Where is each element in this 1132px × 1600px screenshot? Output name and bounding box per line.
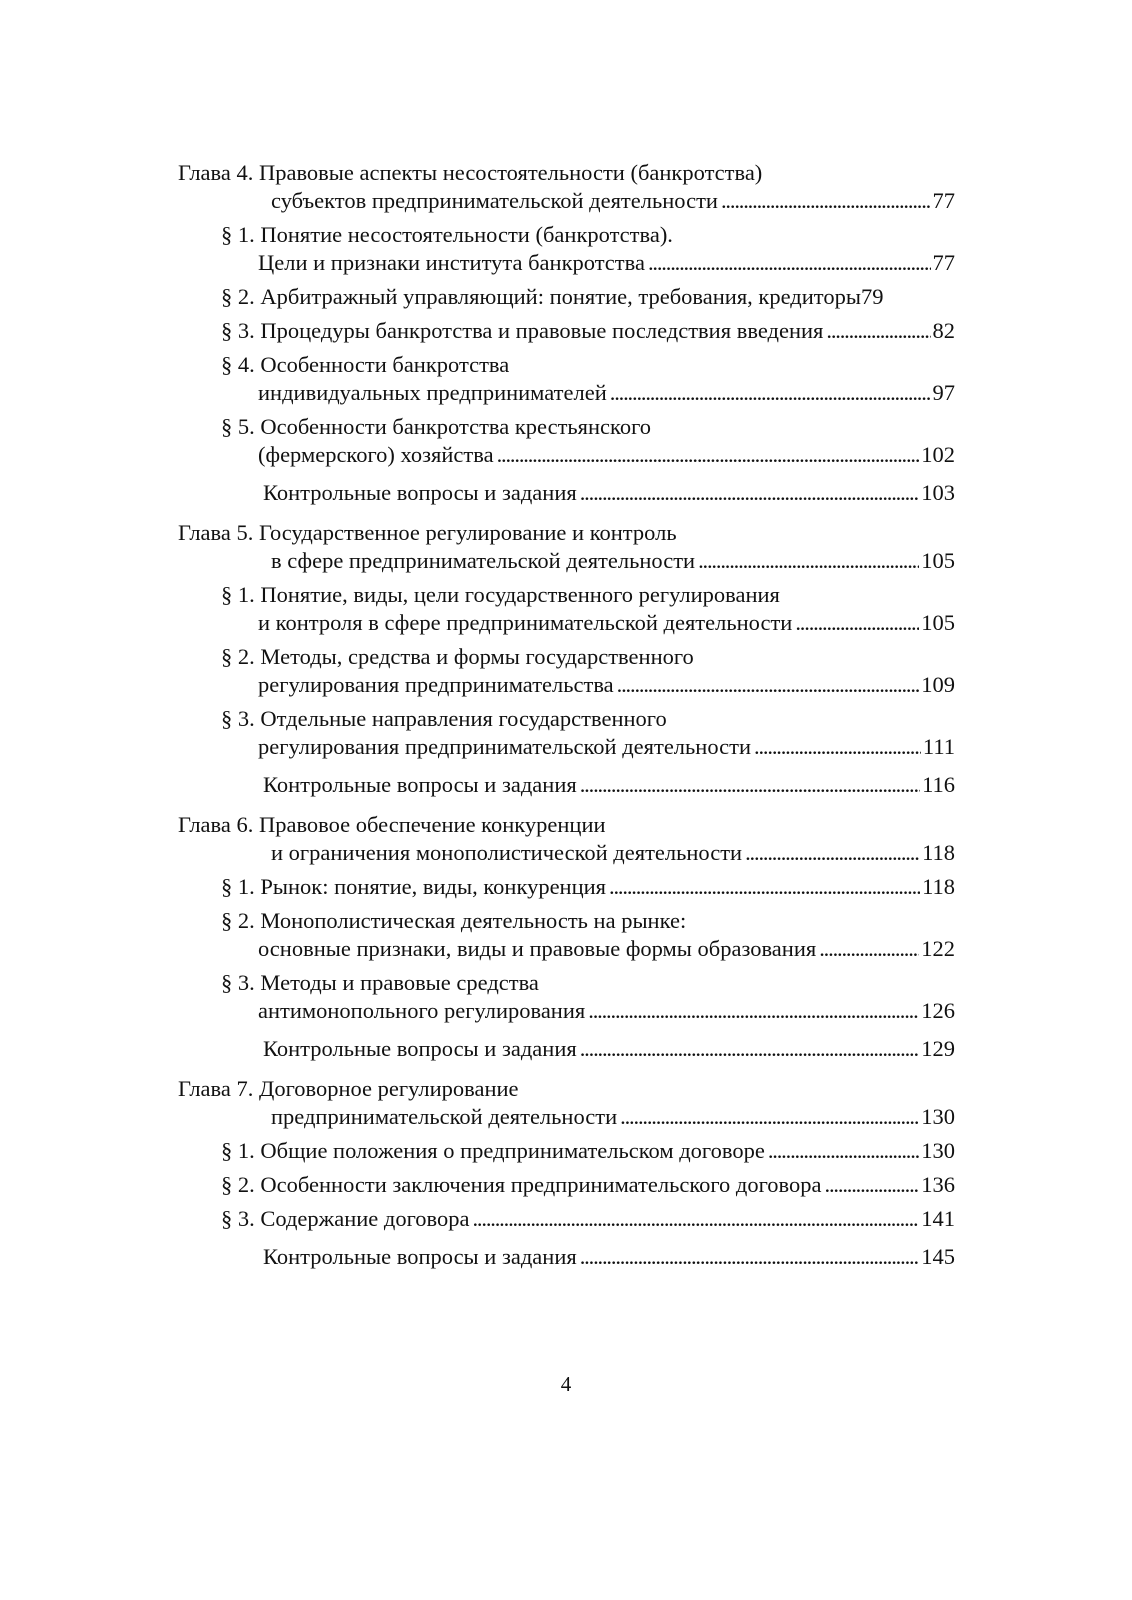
page-ref: 105 [921,610,955,635]
toc-text: Контрольные вопросы и задания [263,1244,577,1269]
toc-text: § 4. Особенности банкротства [221,352,510,377]
table-of-contents [0,159,1132,1271]
section-entry [0,997,955,1025]
questions-entry [0,1035,955,1063]
dot-leader [795,609,919,637]
toc-text: § 2. Особенности заключения предпринимательского договора [221,1172,822,1197]
toc-text: § 1. Понятие, виды, цели государственного регулирования [221,582,780,607]
section-entry [0,379,955,407]
page-ref: 97 [932,380,955,405]
page-ref: 118 [922,840,955,865]
section-entry [0,671,955,699]
page-ref: 77 [932,188,955,213]
dot-leader [620,1103,919,1131]
section-entry [0,249,955,277]
toc-text: § 2. Монополистическая деятельность на рынке: [221,908,687,933]
dot-leader [826,317,930,345]
page-number: 4 [560,1372,572,1396]
toc-text: Глава 5. Государственное регулирование и контроль [178,520,677,545]
page-ref: 105 [921,548,955,573]
page-ref: 130 [921,1138,955,1163]
section-entry [0,351,955,379]
toc-text: § 1. Понятие несостоятельности (банкротства). [221,222,673,247]
dot-leader [825,1171,920,1199]
page-ref: 79 [860,284,884,309]
page-ref: 102 [921,442,955,467]
section-entry [0,441,955,469]
toc-text: индивидуальных предпринимателей [258,380,607,405]
page-ref: 103 [921,480,955,505]
chapter-5-title [0,519,955,547]
toc-text: Контрольные вопросы и задания [263,1036,577,1061]
section-entry [0,873,955,901]
page-ref: 126 [921,998,955,1023]
dot-leader [588,997,919,1025]
chapter-4-entry [0,187,955,215]
toc-text: в сфере предпринимательской деятельности [271,548,696,573]
dot-leader [472,1205,919,1233]
toc-text: антимонопольного регулирования [258,998,586,1023]
toc-text: § 1. Общие положения о предпринимательском договоре [221,1138,765,1163]
dot-leader [580,1243,920,1271]
chapter-6-entry [0,839,955,867]
questions-entry [0,479,955,507]
toc-text: § 3. Процедуры банкротства и правовые последствия введения [221,318,824,343]
toc-text: § 2. Методы, средства и формы государственного [221,644,694,669]
page-ref: 136 [921,1172,955,1197]
section-entry [0,643,955,671]
section-entry [0,283,955,311]
section-entry [0,609,955,637]
dot-leader [497,441,920,469]
section-entry [0,935,955,963]
dot-leader [580,1035,920,1063]
questions-entry [0,771,955,799]
page-ref: 141 [921,1206,955,1231]
questions-entry [0,1243,955,1271]
toc-text: регулирования предпринимательской деятельности [258,734,752,759]
toc-text: Глава 4. Правовые аспекты несостоятельности (банкротства) [178,160,763,185]
dot-leader [580,479,920,507]
toc-text: Контрольные вопросы и задания [263,772,577,797]
chapter-4-title [0,159,955,187]
dot-leader [698,547,919,575]
page-ref: 116 [922,772,955,797]
toc-text: Глава 6. Правовое обеспечение конкуренции [178,812,606,837]
section-entry [0,1137,955,1165]
chapter-5-entry [0,547,955,575]
dot-leader [610,379,931,407]
dot-leader [754,733,921,761]
section-entry [0,1205,955,1233]
section-entry [0,733,955,761]
chapter-6-title [0,811,955,839]
toc-text: Цели и признаки института банкротства [258,250,645,275]
toc-text: § 3. Отдельные направления государственного [221,706,667,731]
page-ref: 145 [921,1244,955,1269]
toc-text: § 2. Арбитражный управляющий: понятие, требования, кредиторы [221,284,861,309]
toc-text: и контроля в сфере предпринимательской деятельности [258,610,793,635]
toc-text: и ограничения монополистической деятельности [271,840,743,865]
page-ref: 118 [922,874,955,899]
toc-text: регулирования предпринимательства [258,672,614,697]
chapter-7-entry [0,1103,955,1131]
section-entry [0,907,955,935]
toc-text: § 5. Особенности банкротства крестьянского [221,414,651,439]
page-ref: 129 [921,1036,955,1061]
section-entry [0,705,955,733]
toc-text: § 3. Методы и правовые средства [221,970,539,995]
section-entry [0,221,955,249]
page-ref: 77 [932,250,955,275]
dot-leader [745,839,920,867]
toc-text: основные признаки, виды и правовые формы образования [258,936,817,961]
toc-text: (фермерского) хозяйства [258,442,494,467]
dot-leader [721,187,931,215]
page-ref: 82 [932,318,955,343]
dot-leader [617,671,920,699]
toc-text: § 3. Содержание договора [221,1206,470,1231]
dot-leader [648,249,931,277]
toc-text: предпринимательской деятельности [271,1104,618,1129]
page-ref: 130 [921,1104,955,1129]
section-entry [0,581,955,609]
toc-text: Глава 7. Договорное регулирование [178,1076,519,1101]
toc-text: § 1. Рынок: понятие, виды, конкуренция [221,874,607,899]
dot-leader [819,935,919,963]
page-ref: 111 [922,734,955,759]
section-entry [0,969,955,997]
page-ref: 122 [921,936,955,961]
toc-text: субъектов предпринимательской деятельности [271,188,718,213]
page-ref: 109 [921,672,955,697]
toc-text: Контрольные вопросы и задания [263,480,577,505]
dot-leader [609,873,920,901]
section-entry [0,1171,955,1199]
section-entry [0,413,955,441]
chapter-7-title [0,1075,955,1103]
section-entry [0,317,955,345]
dot-leader [580,771,920,799]
dot-leader [768,1137,919,1165]
